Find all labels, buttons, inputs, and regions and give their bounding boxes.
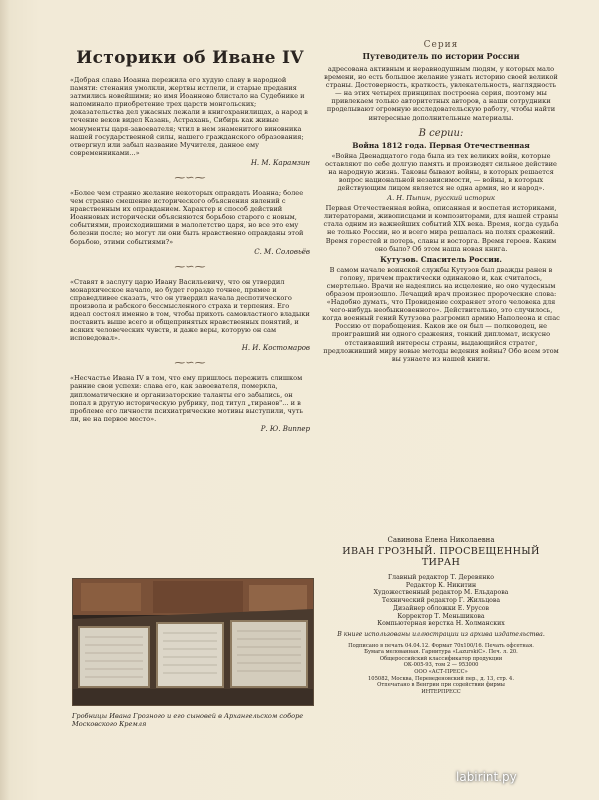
book-description: Первая Отечественная война, описанная и воспетая историками, литераторами, живописцами и композиторами, для нашей страны стала одним из важнейших событий XIX века. Время, когда судьба не только России, но и всего мира решалась на полях сражений. Время горестей и потерь, славы и восторга. Время героев. Каким оно было? Об этом наша новая книга. (323, 204, 559, 253)
print-line: Отпечатано в Венгрии при содействии фирмы (377, 682, 505, 689)
series-intro: адресована активным и неравнодушным людям, у которых мало времени, но есть большое желание узнать историю своей великой страны. Достоверность, краткость, увлекательность, наглядность — на этих четырех принципах построена серия, поэтому мы привлекаем только авторитетных авторов, а наши сотрудники проделывают огромную исследовательскую работу, чтобы найти интересные дополнительные материалы. (324, 65, 558, 122)
print-line: 105082, Москва, Переведеновский пер., д. 13, стр. 4. (368, 675, 514, 682)
print-line: Бумага мелованная. Гарнитура «LazurskiC». Печ. л. 20. (364, 649, 518, 656)
in-series-heading: В серии: (418, 127, 464, 139)
photo-caption: Гробницы Ивана Грозного и его сыновей в Архангельском соборе Московского Кремля (72, 712, 304, 728)
credit-line: Компьютерная верстка Н. Холманских (377, 620, 505, 628)
credit-line: Корректор Т. Меньшикова (397, 612, 485, 620)
series-column (322, 40, 560, 365)
quote-solovyov: «Более чем странно желание некоторых оправдать Иоанна; более чем странно смешение исторического объяснения явлений с нравственным их оправданием. Характер и способ действий Иоанновых исторически объясняются борьбою старого с новым, событиями, происходившими в малолетство царя, но все это ему болезни после; но могут ли они быть нравственно оправданы этой борьбою, этими событиями?» (70, 188, 304, 246)
imprint-book-title: ИВАН ГРОЗНЫЙ. ПРОСВЕЩЕННЫЙ ТИРАН (342, 546, 540, 568)
print-line: ООО «АСТ-ПРЕСС» (414, 669, 468, 675)
quote-author: Н. М. Карамзин (250, 158, 310, 167)
quote-author: Р. Ю. Виппер (260, 424, 310, 433)
print-line: ОК-005-93, том 2 — 953000 (403, 662, 479, 669)
illustrations-note: В книге использованы иллюстрации из архива издательства. (337, 630, 545, 638)
credit-line: Редактор К. Никитин (405, 581, 477, 589)
series-title: Путеводитель по истории России (362, 51, 520, 61)
epigraph-author: А. Н. Пыпин, русский историк (387, 194, 495, 203)
ornament-divider: ⁓∽⁓ (174, 259, 206, 273)
book-description: В самом начале воинской службы Кутузов был дважды ранен в голову, причем практически одинаково и, как считалось, смертельно. Врачи не надеялись на исцеление, но оно чудесным образом произошло. Лечащий врач произнес пророческие слова: «Надобно думать, что Провидение сохраняет этого человека для чего-нибудь необыкновенного». Действительно, это случилось, когда военный гений Кутузова разгромил армию Наполеона и спас Россию от порабощения. Каков же он был — полководец, не проигравший ни одного сражения, тонкий дипломат, искусно отстаивавший интересы страны, выдающийся стратег, предложивший миру новые методы ведения войны? Обо всем этом вы узнаете из нашей книги. (322, 265, 560, 363)
historians-column (70, 40, 310, 439)
ornament-divider: ⁓∽⁓ (174, 170, 206, 184)
quote-kostomarov: «Ставят в заслугу царю Ивану Васильевичу, что он утвердил монархическое начало, но будет гораздо точнее, прямее и справедливее сказать, что он утвердил начала деспотического произвола и рабского бессмысленного страха и терпения. Его идеал состоял именно в том, чтобы прихоть самовластного владыки поставить выше всего и общепринятых нравственных понятий, и всяких человеческих чувств, и даже веры, которую он сам исповедовал». (70, 277, 310, 343)
ornament-divider: ⁓∽⁓ (174, 356, 206, 370)
tombs-photo-illustration (73, 579, 313, 705)
book-epigraph: «Война Двенадцатого года была из тех великих войн, которые оставляют по себе долгую память и производят сильное действие на народную жизнь. Таковы бывают войны, в которых решается вопрос национальной независимости, — войны, в которых действующим лицом является не одна армия, но и народ». (325, 151, 557, 193)
quote-author: Н. И. Костомаров (241, 344, 310, 353)
credit-line: Технический редактор Г. Жильцова (381, 597, 501, 605)
imprint-author: Савинова Елена Николаевна (387, 536, 495, 544)
quote-vipper: «Несчастье Ивана IV в том, что ему пришлось пережить слишком ранние свои успехи: слава его, как завоевателя, померкла, дипломатические и организаторские таланты его забылись, он попал в другую историческую рубрику, под титул „тиранов"... и в проблеме его личности психиатрические мотивы выступили, чуть ли, не на первое место». (70, 374, 304, 423)
credit-line: Художественный редактор М. Ельдарова (373, 589, 509, 597)
imprint-block (322, 536, 560, 695)
credit-line: Дизайнер обложки Е. Урусов (392, 604, 489, 612)
tombs-photo (72, 578, 314, 706)
print-line: Общероссийский классификатор продукции (379, 655, 503, 662)
book-title: Война 1812 года. Первая Отечественная (352, 140, 530, 150)
credit-line: Главный редактор Т. Деревянко (388, 574, 494, 581)
book-title: Кутузов. Спаситель России. (380, 254, 502, 264)
print-line: ИНТЕРПРЕСС (421, 688, 461, 695)
quote-karamzin: «Добрая слава Иоанна пережила его худую славу в народной памяти: стенания умолкли, жертвы истлели, и старые предания затмились новейшими; но имя Иоанново блистало на Судебнике и напоминало приобретение трех царств монгольских; доказательства дел ужасных лежали в книгохранилищах, а народ в течение веков видел Казань, Астрахань, Сибирь как живые монументы царя-завоевателя; чтил в нем знаменитого виновника нашей государственной силы, нашего гражданского образования; отвергнул или забыл название Мучителя, данное ему современниками...» (70, 76, 308, 157)
print-line: Подписано в печать 04.04.12. Формат 70х100/16. Печать офсетная. (348, 642, 534, 649)
page-title: Историки об Иване IV (76, 48, 304, 68)
quote-author: С. М. Соловьёв (254, 247, 310, 256)
series-heading: Серия (423, 40, 459, 50)
watermark: labirint.ру (456, 770, 517, 784)
